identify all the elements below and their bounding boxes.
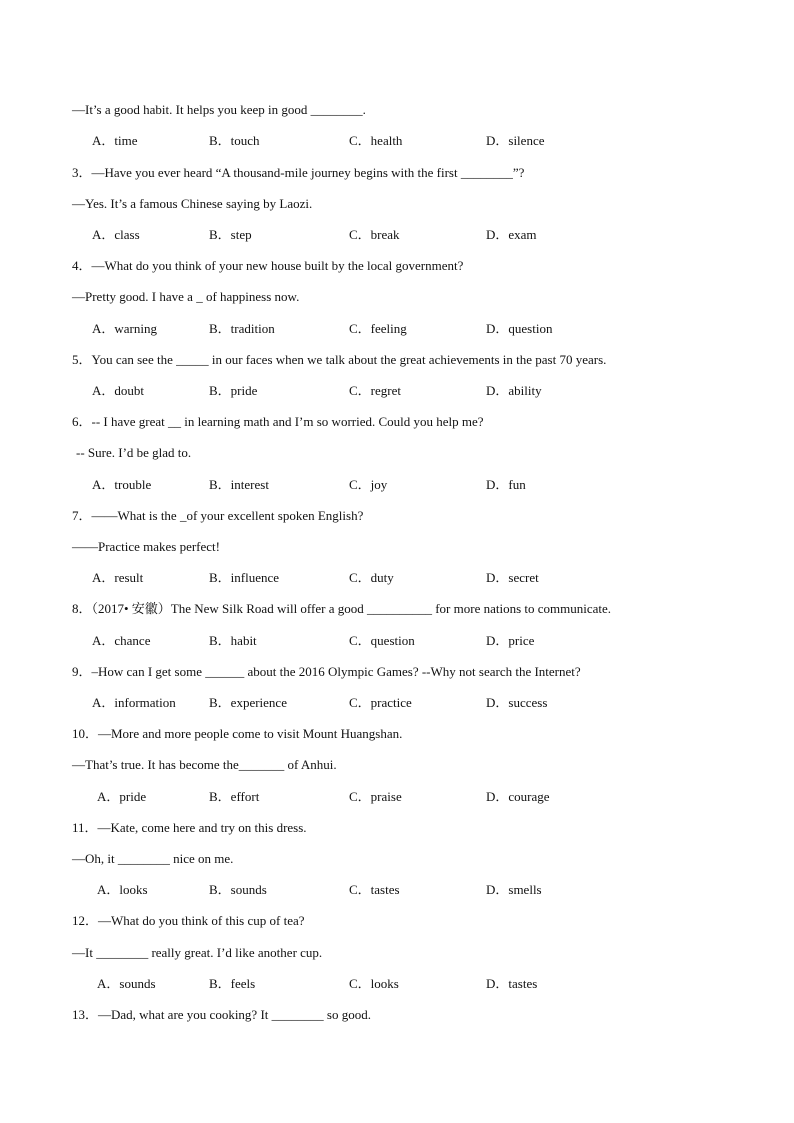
option-a: A．class	[92, 227, 140, 242]
question-12-line: —It ________ really great. I’d like another cup.	[72, 945, 323, 960]
option-d: D．price	[486, 633, 535, 648]
option-c: C．duty	[349, 570, 394, 585]
option-d: D．question	[486, 321, 553, 336]
option-a: A．trouble	[92, 477, 152, 492]
option-b: B．touch	[209, 133, 260, 148]
option-b: B．effort	[209, 789, 260, 804]
option-d: D．success	[486, 695, 548, 710]
option-c: C．feeling	[349, 321, 407, 336]
question-2-line: —It’s a good habit. It helps you keep in good ________.	[72, 102, 366, 117]
option-a: A．time	[92, 133, 138, 148]
question-11-line: —Oh, it ________ nice on me.	[72, 851, 234, 866]
option-b: B．influence	[209, 570, 280, 585]
option-d: D．secret	[486, 570, 539, 585]
question-12-line: 12．—What do you think of this cup of tea?	[72, 913, 305, 928]
question-5-line: 5．You can see the _____ in our faces when we talk about the great achievements in the past 70 years.	[72, 352, 607, 367]
option-c: C．regret	[349, 383, 401, 398]
option-c: C．joy	[349, 477, 388, 492]
option-c: C．praise	[349, 789, 402, 804]
question-10-line: 10．—More and more people come to visit Mount Huangshan.	[72, 726, 403, 741]
question-7-line: ——Practice makes perfect!	[72, 539, 220, 554]
option-d: D．tastes	[486, 976, 538, 991]
question-5-options	[0, 382, 794, 400]
question-4-line: —Pretty good. I have a _ of happiness now.	[72, 289, 300, 304]
option-c: C．health	[349, 133, 403, 148]
option-b: B．interest	[209, 477, 269, 492]
option-a: A．sounds	[97, 976, 156, 991]
question-7-line: 7．——What is the _of your excellent spoken English?	[72, 508, 364, 523]
option-d: D．courage	[486, 789, 550, 804]
option-b: B．feels	[209, 976, 256, 991]
option-b: B．habit	[209, 633, 257, 648]
question-4-options	[0, 320, 794, 338]
option-a: A．result	[92, 570, 144, 585]
question-10-line: —That’s true. It has become the_______ of Anhui.	[72, 757, 337, 772]
question-11-line: 11．—Kate, come here and try on this dress.	[72, 820, 307, 835]
question-6-line: 6．-- I have great __ in learning math and I’m so worried. Could you help me?	[72, 414, 484, 429]
question-2-options	[0, 132, 794, 150]
option-c: C．break	[349, 227, 400, 242]
option-d: D．silence	[486, 133, 545, 148]
question-13-line: 13．—Dad, what are you cooking? It ________ so good.	[72, 1007, 371, 1022]
question-7-options	[0, 569, 794, 587]
question-10-options	[0, 788, 794, 806]
option-a: A．information	[92, 695, 176, 710]
option-c: C．looks	[349, 976, 399, 991]
option-d: D．fun	[486, 477, 526, 492]
question-3-line: —Yes. It’s a famous Chinese saying by Laozi.	[72, 196, 313, 211]
option-a: A．doubt	[92, 383, 145, 398]
option-a: A．warning	[92, 321, 157, 336]
question-6-line: -- Sure. I’d be glad to.	[76, 445, 192, 460]
option-d: D．exam	[486, 227, 537, 242]
question-9-options	[0, 694, 794, 712]
question-9-line: 9．–How can I get some ______ about the 2016 Olympic Games? --Why not search the Internet?	[72, 664, 581, 679]
question-11-options	[0, 881, 794, 899]
question-3-options	[0, 226, 794, 244]
option-b: B．sounds	[209, 882, 267, 897]
question-3-line: 3．—Have you ever heard “A thousand-mile journey begins with the first ________”?	[72, 165, 525, 180]
option-b: B．step	[209, 227, 252, 242]
option-b: B．pride	[209, 383, 258, 398]
option-a: A．looks	[97, 882, 148, 897]
option-c: C．question	[349, 633, 415, 648]
option-a: A．chance	[92, 633, 151, 648]
question-8-line: 8．（2017• 安徽）The New Silk Road will offer a good __________ for more nations to communicate.	[72, 601, 612, 616]
option-b: B．experience	[209, 695, 287, 710]
option-b: B．tradition	[209, 321, 275, 336]
question-8-options	[0, 632, 794, 650]
option-c: C．tastes	[349, 882, 400, 897]
option-a: A．pride	[97, 789, 147, 804]
question-12-options	[0, 975, 794, 993]
question-6-options	[0, 476, 794, 494]
option-d: D．ability	[486, 383, 542, 398]
question-4-line: 4．—What do you think of your new house built by the local government?	[72, 258, 464, 273]
option-c: C．practice	[349, 695, 412, 710]
option-d: D．smells	[486, 882, 542, 897]
